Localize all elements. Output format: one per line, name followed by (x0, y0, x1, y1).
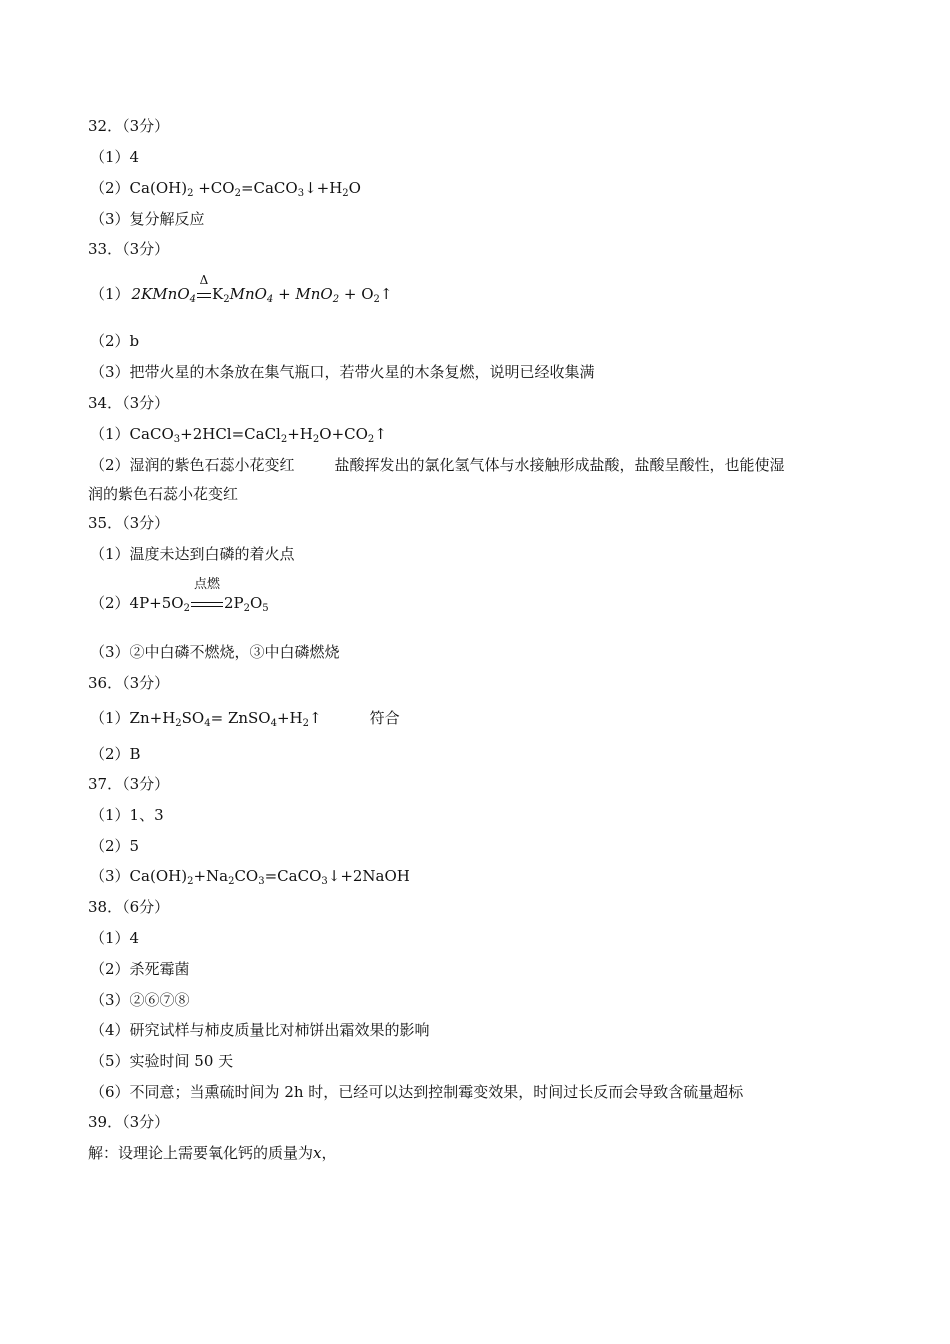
q38-answer-5: （5）实验时间 50 天 (90, 1052, 234, 1070)
q36-heading: 36．（3分） (88, 674, 170, 692)
q34-heading: 34．（3分） (88, 394, 170, 412)
q37-heading: 37．（3分） (88, 775, 170, 793)
q33-answer-3: （3）把带火星的木条放在集气瓶口，若带火星的木条复燃，说明已经收集满 (90, 363, 595, 381)
q34-answer-2: （2）湿润的紫色石蕊小花变红 盐酸挥发出的氯化氢气体与水接触形成盐酸，盐酸呈酸性，也能使湿 (90, 456, 785, 474)
q35-answer-3: （3）②中白磷不燃烧，③中白磷燃烧 (90, 643, 340, 661)
q38-answer-6: （6）不同意；当熏硫时间为 2h 时，已经可以达到控制霉变效果，时间过长反而会导致含硫量超标 (90, 1083, 744, 1101)
q38-answer-4: （4）研究试样与柿皮质量比对柿饼出霜效果的影响 (90, 1021, 430, 1039)
q37-answer-2: （2）5 (90, 837, 140, 855)
q36-note: 符合 (369, 709, 400, 727)
q33-heading: 33．（3分） (88, 240, 170, 258)
q37-answer-1: （1）1、3 (90, 806, 164, 824)
q34-answer-2-continued: 润的紫色石蕊小花变红 (88, 485, 239, 503)
q36-answer-1: $(1)Zn+H_2SO_4=$ $ZnSO_4+H_2↑$ 符合 (90, 709, 400, 729)
q32-answer-1: （1）4 (90, 148, 140, 166)
q36-answer-2: （2）B (90, 745, 141, 763)
q39-heading: 39．（3分） (88, 1113, 170, 1131)
q39-solution-line: 解：设理论上需要氧化钙的质量为x， (88, 1144, 337, 1162)
heat-condition-arrow: Δ (196, 284, 212, 304)
q35-heading: 35．（3分） (88, 514, 170, 532)
q38-heading: 38．（6分） (88, 898, 170, 916)
q38-answer-3: （3）②⑥⑦⑧ (90, 991, 190, 1009)
q34-answer-1: $(1)CaCO_3+2HCl=CaCl_2+H_2O+CO_2↑$ (90, 425, 387, 445)
q32-answer-3: （3）复分解反应 (90, 210, 205, 228)
q35-answer-1: （1）温度未达到白磷的着火点 (90, 545, 295, 563)
q38-answer-1: （1）4 (90, 929, 140, 947)
ignite-condition-arrow: 点燃 (190, 593, 224, 613)
q32-heading: 32．（3分） (88, 117, 170, 135)
q38-answer-2: （2）杀死霉菌 (90, 960, 190, 978)
q33-answer-1: （1） 2KMnO$_4$ Δ $K_2MnO_4 + MnO_2$ + $O_2↑$ (90, 273, 393, 305)
q32-answer-2: $(2)Ca(OH)_2$ $+CO_2=CaCO_3↓+H_2O$ (90, 179, 361, 199)
q37-answer-3: $(3)Ca(OH)_2+Na_2CO_3=CaCO_3↓+2NaOH$ (90, 867, 410, 887)
q33-answer-2: （2）b (90, 332, 140, 350)
q35-answer-2: $(2)4P+5O_2$ 点燃 $2P_2O_5$ (90, 577, 269, 614)
